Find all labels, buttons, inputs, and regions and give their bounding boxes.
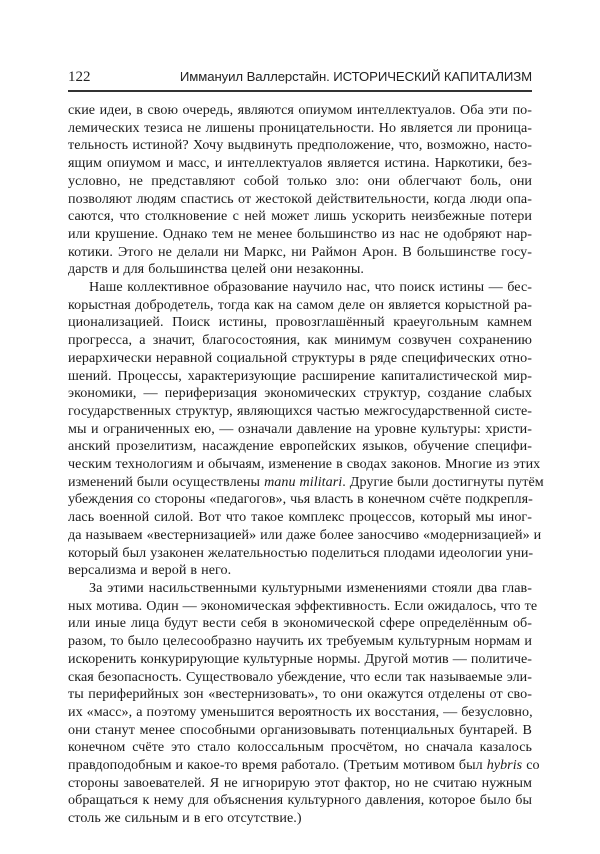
paragraph-3 (68, 579, 540, 828)
text-span: изменений были осуществлены (68, 473, 265, 490)
book-page (68, 68, 544, 828)
text-line: ские идеи, в свою очередь, являются опиумом интеллектуалов. Оба эти по- (68, 102, 532, 118)
text-line: корыстная добродетель, тогда как на самом деле он является корыстной ра- (68, 296, 532, 313)
italic-word-hybris: hybris (486, 757, 523, 774)
text-line: дарств и для большинства целей они незаконны. (68, 261, 364, 278)
text-line: столь же сильным и в его отсутствие.) (68, 810, 302, 827)
text-line: конечном счёте это стало колоссальным просчётом, но сначала казалось (68, 739, 532, 756)
text-line: экономики, — периферизация экономических структур, создание слабых (68, 385, 532, 402)
text-line: лемических тезиса не лишены проницательности. Но является ли проница- (68, 119, 532, 136)
text-line: стороны завоевателей. Я не игнорирую этот фактор, но не считаю нужным (68, 774, 532, 791)
text-line: или иные лица будут вести себя в экономической сфере определённым об- (68, 615, 532, 632)
text-line: мы и ограниченных ею, — означали давление на уровне культуры: христи- (68, 420, 532, 437)
running-head (68, 68, 532, 86)
text-line: ческим технологиям и обычаям, изменение в сводах законов. Многие из этих (68, 456, 541, 473)
text-line: шений. Процессы, характеризующие расширение капиталистической мир- (68, 367, 532, 384)
text-line: саются, что столкновение с ней может лишь ускорить неизбежные потери (68, 208, 532, 225)
text-line-with-italic (68, 757, 540, 775)
text-line: ных мотива. Один — экономическая эффективность. Если ожидалось, что те (68, 597, 538, 614)
header-rule (68, 90, 532, 92)
text-line: который был узаконен желательностью поделиться плодами идеологии уни- (68, 544, 534, 561)
text-line: За этими насильственными культурными изменениями стояли два глав- (89, 579, 532, 596)
text-line: тельность истиной? Хочу выдвинуть предположение, что, возможно, насто- (68, 137, 532, 154)
text-line: убеждения со стороны «педагогов», чья власть в конечном счёте подкрепля- (68, 491, 533, 508)
text-line: лась военной силой. Вот что такое комплекс процессов, который мы иног- (68, 509, 532, 526)
text-line: условно, не представляют собой только зло: они облегчают боль, они (68, 172, 532, 189)
text-line: да называем «вестернизацией» или даже более заносчиво «модернизацией» и (68, 526, 542, 543)
text-line: Наше коллективное образование научило нас, что поиск истины — бес- (89, 279, 532, 296)
text-line: их «масс», а поэтому уменьшится вероятность их восстания, — безусловно, (68, 703, 533, 720)
running-head-title: Иммануил Валлерстайн. ИСТОРИЧЕСКИЙ КАПИТАЛИЗМ (179, 69, 532, 84)
text-line: котики. Этого не делали ни Маркс, ни Раймон Арон. В большинстве госу- (68, 243, 532, 260)
paragraph-2 (68, 279, 544, 580)
text-line: прогресса, а значит, благосостояния, как минимум созвучен сохранению (68, 332, 532, 349)
text-line: иерархически неравной социальной структуры в ряде специфических отно- (68, 349, 532, 366)
text-line: ты периферийных зон «вестернизовать», то они окажутся отделены от сво- (68, 686, 532, 703)
text-line: анский прозелитизм, насаждение европейских языков, обучение специфи- (68, 438, 532, 455)
text-line: ящим опиумом и масс, и интеллектуалов является истина. Наркотики, без- (68, 155, 532, 172)
text-line: государственных структур, являющихся частью межгосударственной систе- (68, 402, 532, 419)
text-span: со (522, 757, 540, 774)
text-line: они станут менее способными организовывать потенциальных бунтарей. В (68, 721, 532, 738)
text-line-with-italic (68, 473, 544, 492)
text-line: искоренить конкурирующие культурные нормы. Другой мотив — политиче- (68, 650, 533, 667)
text-line: позволяют людям спастись от жестокой действительности, когда люди опа- (68, 190, 532, 207)
text-line: или крушение. Однако тем не менее большинство из нас не одобряют нар- (68, 225, 532, 242)
text-line: версализма и верой в него. (68, 562, 232, 579)
text-line: ционализацией. Поиск истины, провозглашённый краеугольным камнем (68, 314, 532, 331)
text-span: правдоподобным и какое-то время работало. (Третьим мотивом был (68, 757, 487, 774)
text-line: ская безопасность. Существовало убеждение, что если так называемые эли- (68, 668, 532, 685)
page-number: 122 (68, 69, 91, 85)
text-line: обращаться к нему для объяснения культурного давления, которое было бы (68, 792, 532, 809)
text-span: . Другие были достигнуты путём (342, 473, 544, 490)
paragraph-1 (68, 102, 532, 279)
body-text (68, 102, 544, 828)
italic-phrase-manu-militari: manu militari (264, 473, 343, 490)
text-line: разом, то было целесообразно научить их требуемым культурным нормам и (68, 633, 532, 650)
